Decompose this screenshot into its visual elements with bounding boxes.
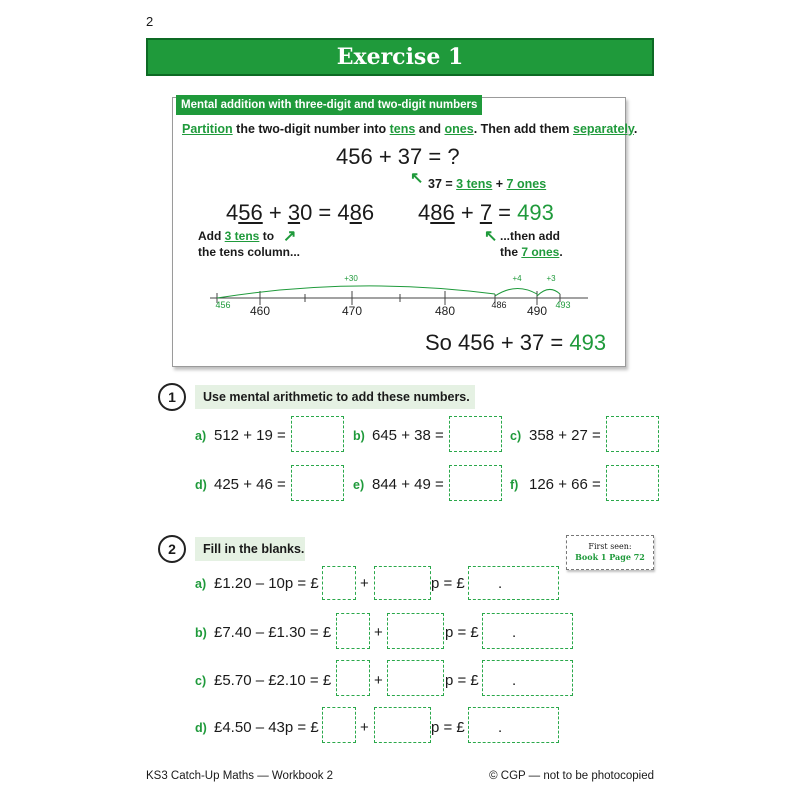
answer-box[interactable] xyxy=(336,660,370,696)
q1-label: f) xyxy=(510,478,519,492)
up-arrow-icon: ↗ xyxy=(283,228,297,245)
answer-box[interactable] xyxy=(291,465,344,501)
note-text: Add xyxy=(198,229,225,243)
instruction-fragment: and xyxy=(415,122,445,136)
answer-box[interactable] xyxy=(482,660,573,696)
pence-equals: p = £ xyxy=(445,624,479,641)
decimal-point: . xyxy=(498,719,503,736)
step2-digit: 4 xyxy=(418,200,431,225)
q2-expression: £4.50 – 43p = £ xyxy=(214,719,319,736)
q2-expression: £1.20 – 10p = £ xyxy=(214,575,319,592)
decimal-point: . xyxy=(512,624,517,641)
answer-box[interactable] xyxy=(322,566,356,600)
jump-arc-three xyxy=(537,289,560,296)
q1-label: d) xyxy=(195,478,207,492)
answer-box[interactable] xyxy=(449,465,502,501)
step1-equals: = xyxy=(312,200,338,225)
q1-label: c) xyxy=(510,429,522,443)
question-1-number: 1 xyxy=(158,383,186,411)
answer-box[interactable] xyxy=(322,707,356,743)
split-plus: + xyxy=(492,177,507,191)
q2-label: c) xyxy=(195,674,207,688)
split-ones: 7 ones xyxy=(506,177,547,191)
first-seen-label: First seen: xyxy=(588,542,632,551)
note-highlight: 7 ones xyxy=(521,245,560,259)
tick-label: 470 xyxy=(341,304,363,318)
main-sum: 456 + 37 = ? xyxy=(336,144,460,169)
instruction-fragment: . xyxy=(633,122,638,136)
q1-label: e) xyxy=(353,478,365,492)
answer-box[interactable] xyxy=(468,566,559,600)
instruction-word-ones: ones xyxy=(444,122,474,136)
note-text: . xyxy=(559,245,563,259)
page-number: 2 xyxy=(146,14,154,29)
line-start-label: 456 xyxy=(215,300,231,310)
q1-expression: 512 + 19 = xyxy=(214,427,286,444)
instruction-word-tens: tens xyxy=(389,122,416,136)
pence-equals: p = £ xyxy=(445,672,479,689)
tick-label: 460 xyxy=(249,304,271,318)
note-text: to xyxy=(259,229,275,243)
answer-box[interactable] xyxy=(291,416,344,452)
instruction-fragment: . Then add them xyxy=(473,122,573,136)
up-arrow-icon: ↖ xyxy=(410,170,424,187)
jump-label: +3 xyxy=(546,274,556,283)
q1-label: b) xyxy=(353,429,365,443)
split-equals: = xyxy=(441,177,457,191)
plus-sign: + xyxy=(374,624,383,641)
line-end-label: 493 xyxy=(555,300,571,310)
step1-digit: 4 xyxy=(226,200,239,225)
instruction-word-partition: Partition xyxy=(182,122,233,136)
question-2-prompt: Fill in the blanks. xyxy=(195,537,305,561)
conclusion-result: 493 xyxy=(569,330,607,355)
pence-equals: p = £ xyxy=(431,575,465,592)
decimal-point: . xyxy=(512,672,517,689)
split-number: 37 xyxy=(428,177,442,191)
split-tens: 3 tens xyxy=(456,177,493,191)
footer-left: KS3 Catch-Up Maths — Workbook 2 xyxy=(146,770,334,782)
note-text: the tens column... xyxy=(198,245,301,259)
jump-arc-four xyxy=(495,288,537,296)
note-add-ones xyxy=(500,228,563,260)
step2-digit: 7 xyxy=(479,200,493,225)
step1-digit: 6 xyxy=(361,200,375,225)
step1-digit: 8 xyxy=(349,200,362,225)
q2-expression: £5.70 – £2.10 = £ xyxy=(214,672,332,689)
jump-label: +30 xyxy=(344,274,358,283)
answer-box[interactable] xyxy=(449,416,502,452)
footer-right: © CGP — not to be photocopied xyxy=(489,770,654,782)
answer-box[interactable] xyxy=(468,707,559,743)
q1-expression: 425 + 46 = xyxy=(214,476,286,493)
answer-box[interactable] xyxy=(606,416,659,452)
step2-plus: + xyxy=(454,200,480,225)
question-1-prompt: Use mental arithmetic to add these numbers. xyxy=(195,385,475,409)
instruction-text xyxy=(182,122,637,136)
plus-sign: + xyxy=(360,575,369,592)
step1-equation xyxy=(226,200,374,226)
step2-result: 493 xyxy=(517,200,554,225)
q2-expression: £7.40 – £1.30 = £ xyxy=(214,624,332,641)
plus-sign: + xyxy=(374,672,383,689)
step1-digit: 56 xyxy=(238,200,263,225)
step2-equals: = xyxy=(492,200,518,225)
tick-label: 490 xyxy=(526,304,548,318)
question-2-number: 2 xyxy=(158,535,186,563)
exercise-title: Exercise 1 xyxy=(146,38,654,76)
q2-label: b) xyxy=(195,626,207,640)
pence-equals: p = £ xyxy=(431,719,465,736)
number-line xyxy=(205,268,595,320)
answer-box[interactable] xyxy=(374,707,431,743)
jump-label: +4 xyxy=(512,274,522,283)
q2-label: d) xyxy=(195,721,207,735)
instruction-fragment: the two-digit number into xyxy=(232,122,390,136)
q1-expression: 844 + 49 = xyxy=(372,476,444,493)
explanation-tag: Mental addition with three-digit and two-digit numbers xyxy=(176,95,482,115)
answer-box[interactable] xyxy=(336,613,370,649)
step1-digit: 3 xyxy=(287,200,301,225)
note-text: ...then add xyxy=(500,229,560,243)
step2-digit: 86 xyxy=(430,200,455,225)
step1-digit: 4 xyxy=(337,200,350,225)
note-text: the xyxy=(500,245,522,259)
step1-digit: 0 xyxy=(300,200,313,225)
note-highlight: 3 tens xyxy=(224,229,260,243)
answer-box[interactable] xyxy=(374,566,431,600)
conclusion-text: So 456 + 37 = xyxy=(425,330,570,355)
first-seen-note xyxy=(566,535,654,570)
decimal-point: . xyxy=(498,575,503,592)
q1-expression: 126 + 66 = xyxy=(529,476,601,493)
answer-box[interactable] xyxy=(387,613,444,649)
answer-box[interactable] xyxy=(606,465,659,501)
q2-label: a) xyxy=(195,577,207,591)
line-mid-label: 486 xyxy=(491,300,507,310)
partition-split xyxy=(428,177,546,191)
instruction-word-separately: separately xyxy=(573,122,634,136)
q1-label: a) xyxy=(195,429,207,443)
jump-arc-tens xyxy=(217,286,495,298)
answer-box[interactable] xyxy=(482,613,573,649)
up-arrow-icon: ↖ xyxy=(484,228,498,245)
answer-box[interactable] xyxy=(387,660,444,696)
conclusion xyxy=(425,330,606,356)
step2-equation xyxy=(418,200,554,226)
tick-label: 480 xyxy=(434,304,456,318)
first-seen-reference: Book 1 Page 72 xyxy=(575,552,645,562)
plus-sign: + xyxy=(360,719,369,736)
q1-expression: 358 + 27 = xyxy=(529,427,601,444)
q1-expression: 645 + 38 = xyxy=(372,427,444,444)
step1-plus: + xyxy=(262,200,288,225)
